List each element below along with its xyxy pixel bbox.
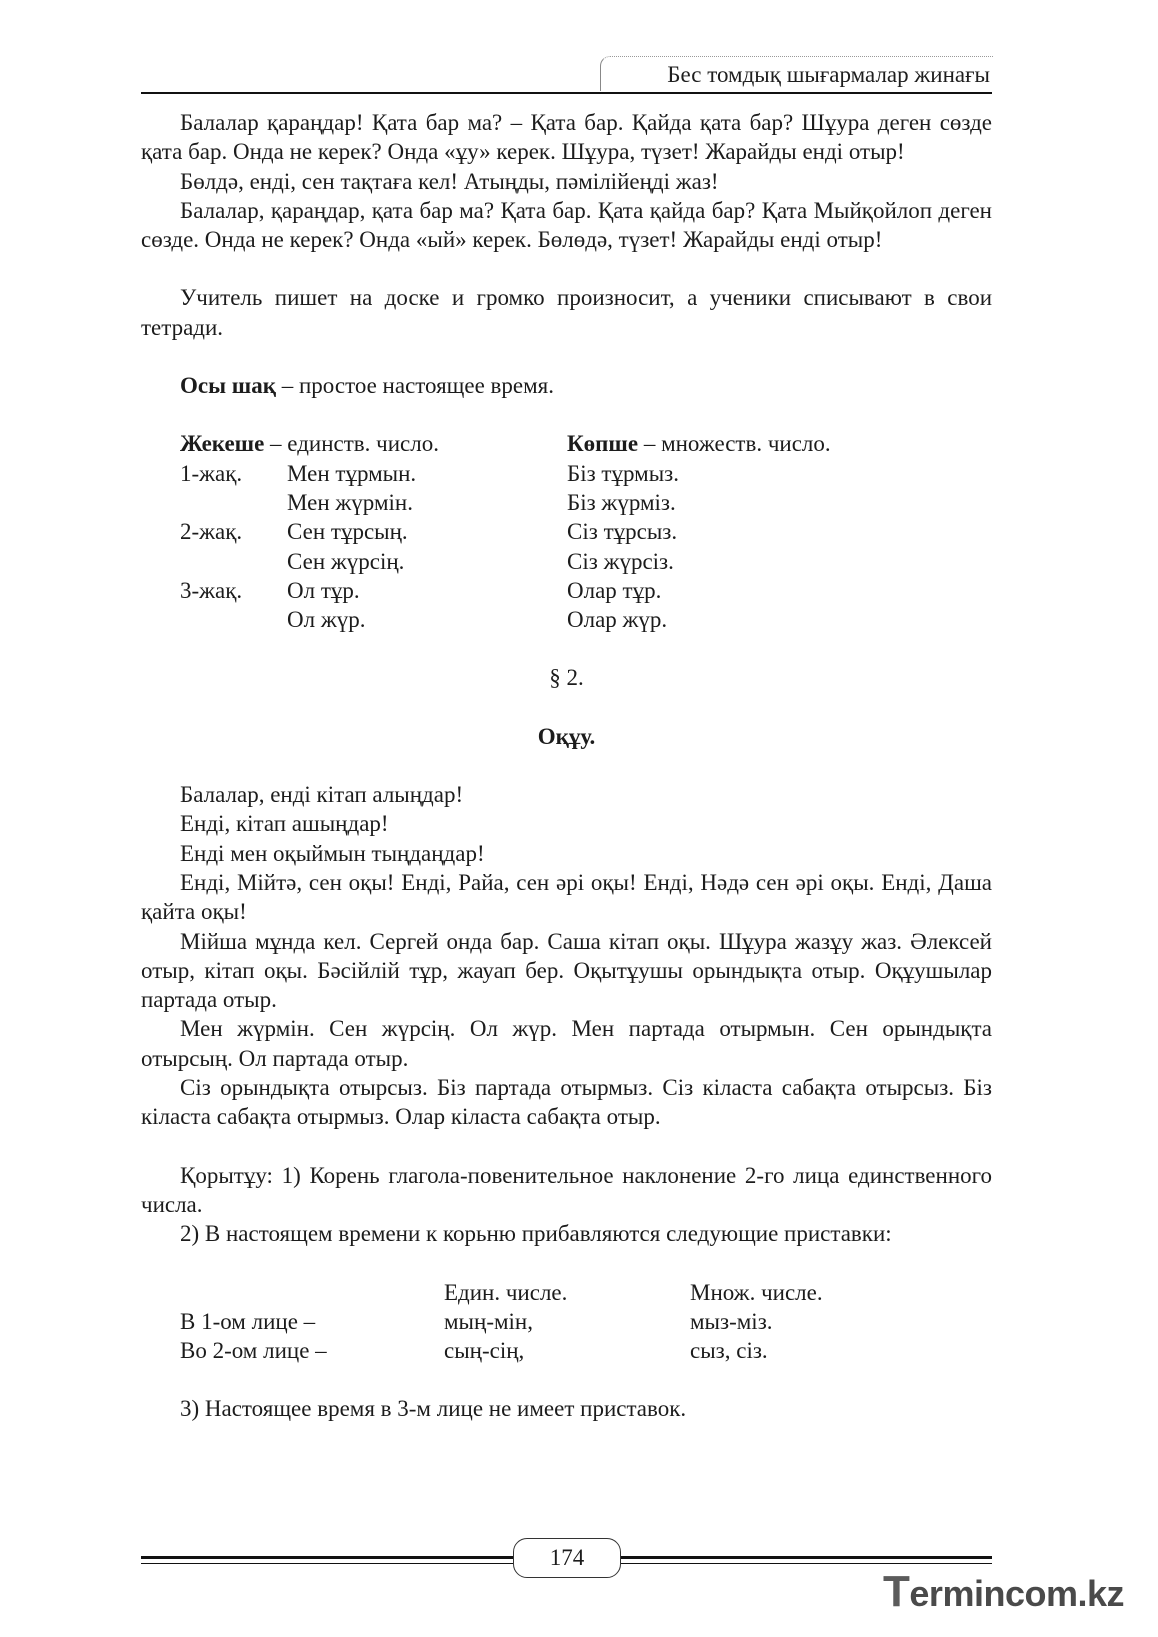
suffix-table-row [141,1307,992,1336]
page-number: 174 [513,1538,621,1578]
plural-suffix: сыз, сіз. [690,1338,768,1364]
section-number: § 2. [549,665,584,691]
reading-line: Енді, Мійтә, сен оқы! Енді, Райа, сен әрі оқы! Енді, Нәдә сен әрі оқы. Енді, Даша қайта оқы! [141,869,992,925]
person-label: В 1-ом лице – [180,1308,316,1334]
paragraph: Балалар қараңдар! Қата бар ма? – Қата бар. Қайда қата бар? Шұура деген сөзде қата бар. Онда не керек? Онда «ұу» керек. Шұура, түзет! Жарайды енді отыр! [141,110,992,165]
conjugation-row [141,517,992,546]
singular-form: Сен жүрсің. [287,548,405,574]
plural-def: – множеств. число. [638,431,831,457]
suffix-table [141,1278,992,1366]
conjugation-row [141,488,992,517]
singular-suffix: мың-мін, [444,1308,533,1334]
plural-column-head: Множ. числе. [690,1279,823,1305]
plural-suffix: мыз-міз. [690,1308,773,1334]
conjugation-row [141,459,992,488]
plural-form: Олар жүр. [567,607,668,633]
person-label: 3-жақ. [180,577,243,603]
conclusion-paragraph: 3) Настоящее время в 3-м лице не имеет приставок. [180,1396,687,1422]
tense-definition [141,371,992,400]
conjugation-row [141,547,992,576]
header-rule [141,92,992,94]
reading-line: Енді мен оқыймын тыңдаңдар! [180,840,485,866]
reading-line: Сіз орындықта отырсыз. Біз партада отырмыз. Сіз кіласта сабақта отырсыз. Біз кіласта сабақта отырмыз. Олар кіласта сабақта отыр. [141,1075,992,1130]
plural-form: Сіз тұрсыз. [567,519,678,545]
plural-form: Біз жүрміз. [567,489,676,515]
singular-column-head: Един. числе. [444,1279,568,1305]
singular-form: Мен тұрмын. [287,460,417,486]
conclusion-paragraph: 2) В настоящем времени к корьню прибавляются следующие приставки: [180,1221,892,1247]
page-body [141,108,992,1424]
reading-line: Мен жүрмін. Сен жүрсің. Ол жүр. Мен партада отырмын. Сен орындықта отырсың. Ол партада отыр. [141,1016,992,1071]
footer-rule-left [141,1556,513,1564]
conjugation-table [141,429,992,634]
site-watermark: Termincоm.kz [883,1567,1124,1616]
tense-definition-text: – простое настоящее время. [275,373,555,399]
paragraph: Балалар, қараңдар, қата бар ма? Қата бар. Қата қайда бар? Қата Мыйқойлоп деген сөзде. Онда не керек? Онда «ый» керек. Бөлөдә, түзет! Жарайды енді отыр! [141,197,992,253]
plural-term: Көпше [567,431,639,457]
singular-form: Мен жүрмін. [287,489,413,515]
plural-form: Біз тұрмыз. [567,460,679,486]
running-header-title: Бес томдық шығармалар жинағы [667,62,990,87]
conjugation-row [141,576,992,605]
reading-line: Енді, кітап ашыңдар! [180,811,389,837]
suffix-table-row [141,1336,992,1365]
teacher-note: Учитель пишет на доске и громко произносит, а ученики списывают в свои тетради. [141,285,992,340]
plural-form: Олар тұр. [567,577,662,603]
singular-suffix: сың-сің, [444,1338,525,1364]
plural-form: Сіз жүрсіз. [567,548,674,574]
singular-def: – единств. число. [264,431,439,457]
section-title: Оқұу. [537,723,596,749]
footer-rule-right [620,1556,992,1564]
singular-form: Ол жүр. [287,607,366,633]
reading-line: Мійша мұнда кел. Сергей онда бар. Саша кітап оқы. Шұура жазұу жаз. Әлексей отыр, кітап оқы. Бәсійлій тұр, жауап бер. Оқытұушы орындықта отыр. Оқұушылар партада отыр. [141,928,992,1013]
reading-line: Балалар, енді кітап алыңдар! [180,782,464,808]
singular-term: Жекеше [180,431,265,457]
singular-form: Ол тұр. [287,577,360,603]
suffix-table-header [141,1278,992,1307]
person-label: 1-жақ. [180,460,243,486]
tense-term: Осы шақ [180,373,276,399]
singular-form: Сен тұрсың. [287,519,408,545]
paragraph: Бөлдә, енді, сен тақтаға кел! Атыңды, пәмілійеңді жаз! [180,168,719,194]
person-label: Во 2-ом лице – [180,1338,327,1364]
person-label: 2-жақ. [180,519,243,545]
conjugation-row [141,605,992,634]
conclusion-paragraph: Қорытұу: 1) Корень глагола-повенительное наклонение 2-го лица единственного числа. [141,1162,992,1217]
conjugation-header [141,429,992,458]
